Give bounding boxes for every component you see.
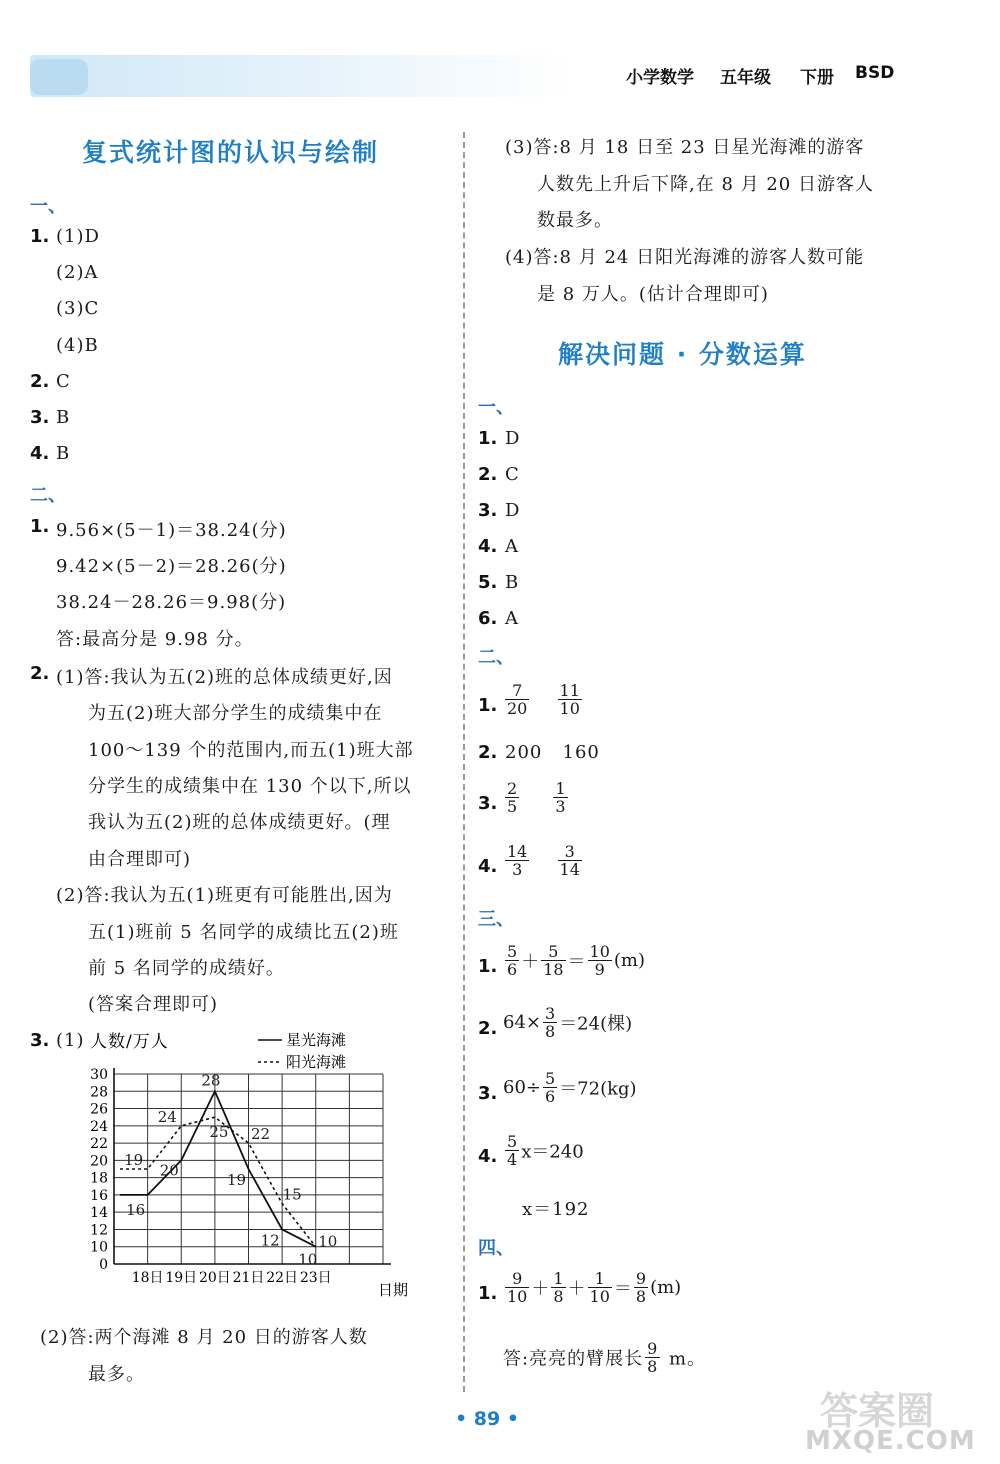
legend-label: 阳光海滩 xyxy=(286,1053,347,1071)
mc-answer: C xyxy=(505,464,520,485)
fraction: $\frac{2}{5}$ xyxy=(507,779,518,816)
left-q1-2: (2)A xyxy=(56,262,99,283)
data-label: 28 xyxy=(201,1071,221,1090)
chart-y-axis-label: 人数/万人 xyxy=(90,1032,169,1052)
right-cont-line4: (4)答:8 月 24 日阳光海滩的游客人数可能 xyxy=(505,247,865,268)
left-p2q2-line3: 100～139 个的范围内,而五(1)班大部 xyxy=(88,740,414,761)
data-label: 12 xyxy=(260,1231,280,1250)
x-tick-label: 19日 xyxy=(165,1270,198,1286)
left-q4-num: 4. xyxy=(30,443,50,464)
left-q2-answer: C xyxy=(56,371,71,392)
left-p2q2-line9: 前 5 名同学的成绩好。 xyxy=(88,958,285,979)
mc-question-num: 2. xyxy=(478,464,498,485)
left-p2q1-line3: 38.24－28.26＝9.98(分) xyxy=(56,592,287,613)
calc-q2-num: 2. xyxy=(478,1018,498,1039)
left-p2q3-sub: (1) xyxy=(56,1030,85,1051)
x-tick-label: 23日 xyxy=(299,1270,332,1286)
data-label: 19 xyxy=(124,1151,144,1169)
header-grade: 五年级 xyxy=(720,68,771,88)
y-tick-label: 22 xyxy=(90,1136,108,1153)
fraction: $\frac{14}{3}$ xyxy=(507,842,528,879)
left-p2q1-line2: 9.42×(5－2)＝28.26(分) xyxy=(56,556,287,577)
header-volume: 下册 xyxy=(800,68,834,88)
left-q3-answer: B xyxy=(56,407,71,428)
y-tick-label: 10 xyxy=(90,1239,108,1256)
right-part1-label: 一、 xyxy=(478,397,514,418)
mc-question-num: 3. xyxy=(478,500,498,521)
data-label: 20 xyxy=(159,1161,179,1180)
mc-question-num: 4. xyxy=(478,536,498,557)
chart-y-ticks xyxy=(90,1067,108,1273)
data-label: 10 xyxy=(298,1250,318,1269)
data-label: 10 xyxy=(318,1232,338,1251)
fill-q1-num: 1. xyxy=(478,695,498,716)
mc-question-num: 5. xyxy=(478,572,498,593)
calc-q4-solution: x＝192 xyxy=(522,1199,590,1220)
series-line-xingguang xyxy=(120,1091,316,1246)
y-tick-label: 16 xyxy=(90,1187,108,1204)
left-p2q3-num: 3. xyxy=(30,1030,50,1051)
left-p2q2-line8: 五(1)班前 5 名同学的成绩比五(2)班 xyxy=(88,922,399,943)
header-banner xyxy=(30,55,570,97)
line-chart xyxy=(80,1024,460,1314)
left-p2q2-num: 2. xyxy=(30,663,50,684)
chart-x-ticks xyxy=(132,1270,332,1286)
right-cont-line1: (3)答:8 月 18 日至 23 日星光海滩的游客 xyxy=(505,137,865,158)
left-q1-1: (1)D xyxy=(56,226,100,247)
y-tick-label: 12 xyxy=(90,1222,108,1239)
fill-q4-num: 4. xyxy=(478,856,498,877)
left-p2q3-answer-line1: (2)答:两个海滩 8 月 20 日的游客人数 xyxy=(40,1327,368,1348)
page-number: • 89 • xyxy=(455,1408,519,1430)
right-cont-line2: 人数先上升后下降,在 8 月 20 日游客人 xyxy=(537,174,874,195)
calc-q1-num: 1. xyxy=(478,956,498,977)
fraction: $\frac{11}{10}$ xyxy=(559,681,580,718)
left-p2q2-line5: 我认为五(2)班的总体成绩更好。(理 xyxy=(88,812,391,833)
y-tick-label: 14 xyxy=(90,1205,108,1222)
left-p2q2-line1: (1)答:我认为五(2)班的总体成绩更好,因 xyxy=(56,667,393,688)
left-q3-num: 3. xyxy=(30,407,50,428)
calc-q2-expression: 64× $\frac{3}{8}$ ＝24(棵) xyxy=(503,1004,633,1041)
y-tick-label: 18 xyxy=(90,1170,108,1187)
app-q1-answer: 答:亮亮的臂展长 $\frac{9}{8}$ m。 xyxy=(503,1339,707,1376)
left-p2q2-line10: (答案合理即可) xyxy=(88,994,219,1015)
data-label: 15 xyxy=(282,1185,302,1204)
y-tick-label: 0 xyxy=(99,1257,108,1273)
left-p2q2-line7: (2)答:我认为五(1)班更有可能胜出,因为 xyxy=(56,885,393,906)
left-p2q1-num: 1. xyxy=(30,516,50,537)
mc-answer: D xyxy=(505,500,521,521)
right-cont-line5: 是 8 万人。(估计合理即可) xyxy=(537,284,769,305)
x-tick-label: 18日 xyxy=(131,1270,164,1286)
header-edition: BSD xyxy=(855,63,895,83)
header-banner-blob xyxy=(30,59,88,95)
data-label: 16 xyxy=(126,1200,146,1219)
x-tick-label: 20日 xyxy=(198,1270,231,1286)
left-p2q2-line6: 由合理即可) xyxy=(88,849,192,870)
chart-x-axis-label: 日期 xyxy=(378,1281,409,1299)
calc-q3-expression: 60÷ $\frac{5}{6}$ ＝72(kg) xyxy=(503,1069,637,1106)
data-label: 24 xyxy=(157,1107,177,1126)
calc-q4-num: 4. xyxy=(478,1146,498,1167)
app-q1-expression: $\frac{9}{10}$ ＋ $\frac{1}{8}$ ＋ $\frac{1}{10}$ ＝ $\frac{9}{8}$ (m) xyxy=(507,1269,682,1306)
right-section-title: 解决问题 · 分数运算 xyxy=(558,340,807,369)
legend-label: 星光海滩 xyxy=(286,1031,347,1049)
right-part4-label: 四、 xyxy=(478,1238,514,1259)
watermark-logo: 答案圈 xyxy=(820,1389,935,1433)
fill-q3-num: 3. xyxy=(478,793,498,814)
mc-answer: A xyxy=(505,608,519,629)
mc-question-num: 6. xyxy=(478,608,498,629)
y-tick-label: 20 xyxy=(90,1153,108,1170)
left-p2q1-line4: 答:最高分是 9.98 分。 xyxy=(56,629,254,650)
calc-q3-num: 3. xyxy=(478,1083,498,1104)
watermark-site: MXQE.COM xyxy=(805,1426,976,1456)
header-subject: 小学数学 xyxy=(626,68,694,88)
mc-answer: D xyxy=(505,428,521,449)
fraction: $\frac{1}{3}$ xyxy=(555,779,566,816)
left-part2-label: 二、 xyxy=(30,485,66,506)
left-p2q2-line2: 为五(2)班大部分学生的成绩集中在 xyxy=(88,703,383,724)
y-tick-label: 24 xyxy=(90,1118,108,1135)
left-p2q1-line1: 9.56×(5－1)＝38.24(分) xyxy=(56,520,287,541)
app-q1-num: 1. xyxy=(478,1283,498,1304)
calc-q1-expression: $\frac{5}{6}$ ＋ $\frac{5}{18}$ ＝ $\frac{10}{9}$ (m) xyxy=(507,942,646,979)
x-tick-label: 21日 xyxy=(232,1270,265,1286)
right-part2-label: 二、 xyxy=(478,647,514,668)
fill-q2-answer: 200 160 xyxy=(505,742,600,763)
y-tick-label: 28 xyxy=(90,1084,108,1101)
data-label: 25 xyxy=(209,1123,229,1142)
x-tick-label: 22日 xyxy=(266,1270,299,1286)
left-q4-answer: B xyxy=(56,443,71,464)
fill-q1-answer xyxy=(503,682,584,717)
fraction: $\frac{3}{14}$ xyxy=(559,842,580,879)
y-tick-label: 30 xyxy=(90,1067,108,1083)
chart-series xyxy=(120,1091,316,1246)
left-part1-label: 一、 xyxy=(30,196,66,217)
data-label: 19 xyxy=(226,1171,247,1189)
left-q2-num: 2. xyxy=(30,371,50,392)
left-p2q2-line4: 分学生的成绩集中在 130 个以下,所以 xyxy=(88,776,412,797)
fill-q4-answer xyxy=(503,843,584,878)
chart-legend xyxy=(258,1031,346,1071)
y-tick-label: 26 xyxy=(90,1101,108,1118)
data-label: 22 xyxy=(250,1125,271,1144)
calc-q4-expression: $\frac{5}{4}$ x＝240 xyxy=(507,1132,584,1169)
left-q1-3: (3)C xyxy=(56,298,100,319)
right-part3-label: 三、 xyxy=(478,909,514,930)
fraction: $\frac{7}{20}$ xyxy=(507,681,528,718)
mc-answer: B xyxy=(505,572,520,593)
left-q1-4: (4)B xyxy=(56,335,99,356)
column-divider xyxy=(463,132,465,1392)
left-section-title: 复式统计图的认识与绘制 xyxy=(82,138,380,167)
left-p2q3-answer-line2: 最多。 xyxy=(88,1364,145,1385)
fill-q2-num: 2. xyxy=(478,742,498,763)
chart-data-labels xyxy=(124,1071,337,1268)
fill-q3-answer xyxy=(503,780,570,815)
mc-answer: A xyxy=(505,536,519,557)
mc-question-num: 1. xyxy=(478,428,498,449)
left-q1-num: 1. xyxy=(30,226,50,247)
right-cont-line3: 数最多。 xyxy=(537,210,613,231)
